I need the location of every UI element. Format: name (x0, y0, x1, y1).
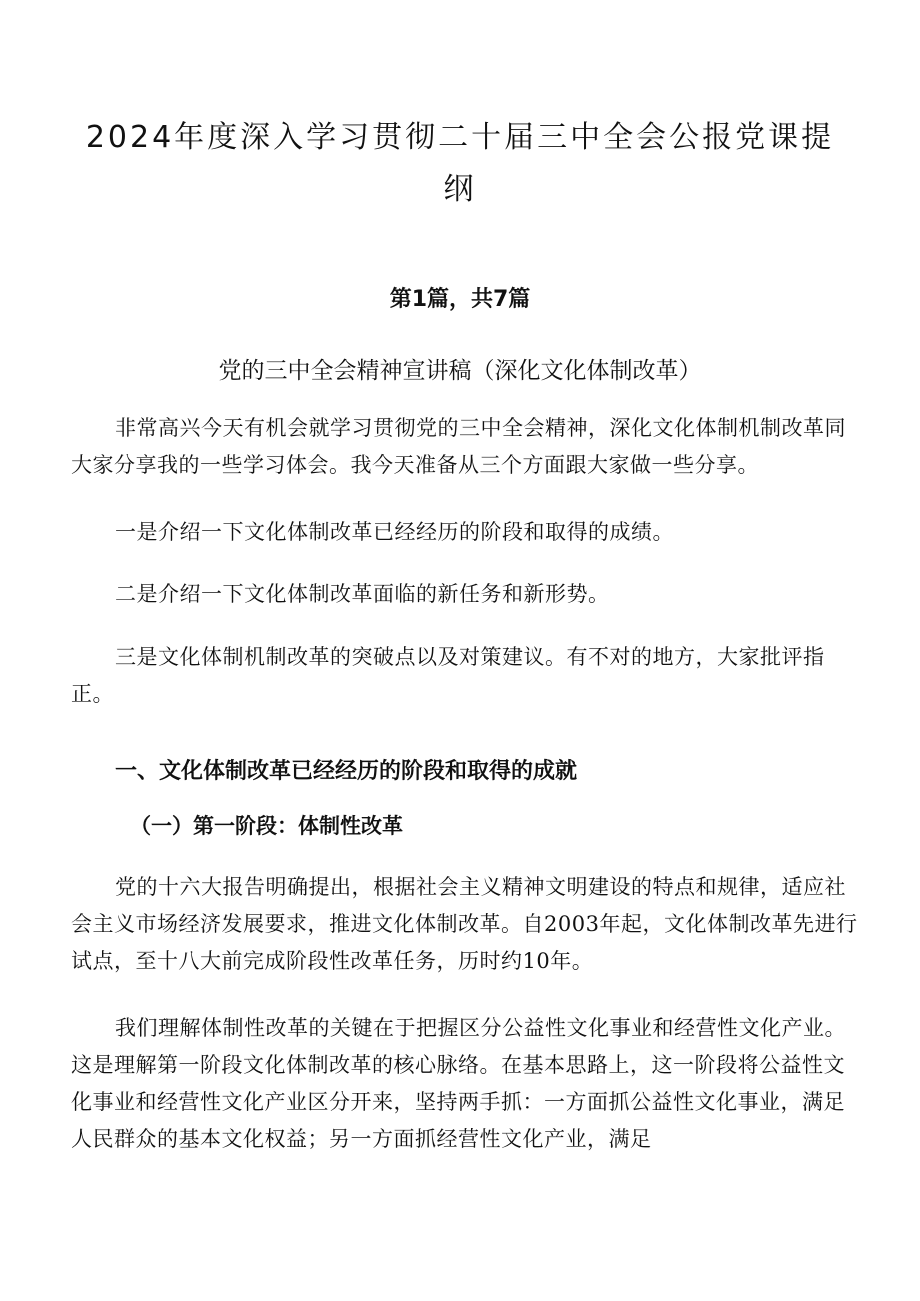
section-one-paragraph-1: 党的十六大报告明确提出，根据社会主义精神文明建设的特点和规律，适应社会主义市场经济发展要求，推进文化体制改革。自2003年起，文化体制改革先进行试点，至十八大前完成阶段性改革任务，历时约10年。 (71, 875, 858, 973)
point-one-paragraph: 一是介绍一下文化体制改革已经经历的阶段和取得的成绩。 (115, 520, 674, 544)
subsection-one-heading: （一）第一阶段：体制性改革 (130, 813, 403, 838)
point-two-paragraph: 二是介绍一下文化体制改革面临的新任务和新形势。 (115, 582, 610, 606)
point-three-paragraph: 三是文化体制机制改革的突破点以及对策建议。有不对的地方，大家批评指正。 (71, 645, 825, 706)
part-indicator: 第1篇，共7篇 (389, 287, 531, 312)
section-one-heading: 一、文化体制改革已经经历的阶段和取得的成就 (115, 759, 578, 784)
section-one-paragraph-2: 我们理解体制性改革的关键在于把握区分公益性文化事业和经营性文化产业。这是理解第一阶段文化体制改革的核心脉络。在基本思路上，这一阶段将公益性文化事业和经营性文化产业区分开来，坚持两手抓：一方面抓公益性文化事业，满足人民群众的基本文化权益；另一方面抓经营性文化产业，满足 (71, 1016, 846, 1151)
speech-title: 党的三中全会精神宣讲稿（深化文化体制改革） (218, 358, 702, 384)
document-title: 2024年度深入学习贯彻二十届三中全会公报党课提纲 (85, 120, 835, 207)
intro-paragraph: 非常高兴今天有机会就学习贯彻党的三中全会精神，深化文化体制机制改革同大家分享我的一些学习体会。我今天准备从三个方面跟大家做一些分享。 (71, 416, 846, 477)
